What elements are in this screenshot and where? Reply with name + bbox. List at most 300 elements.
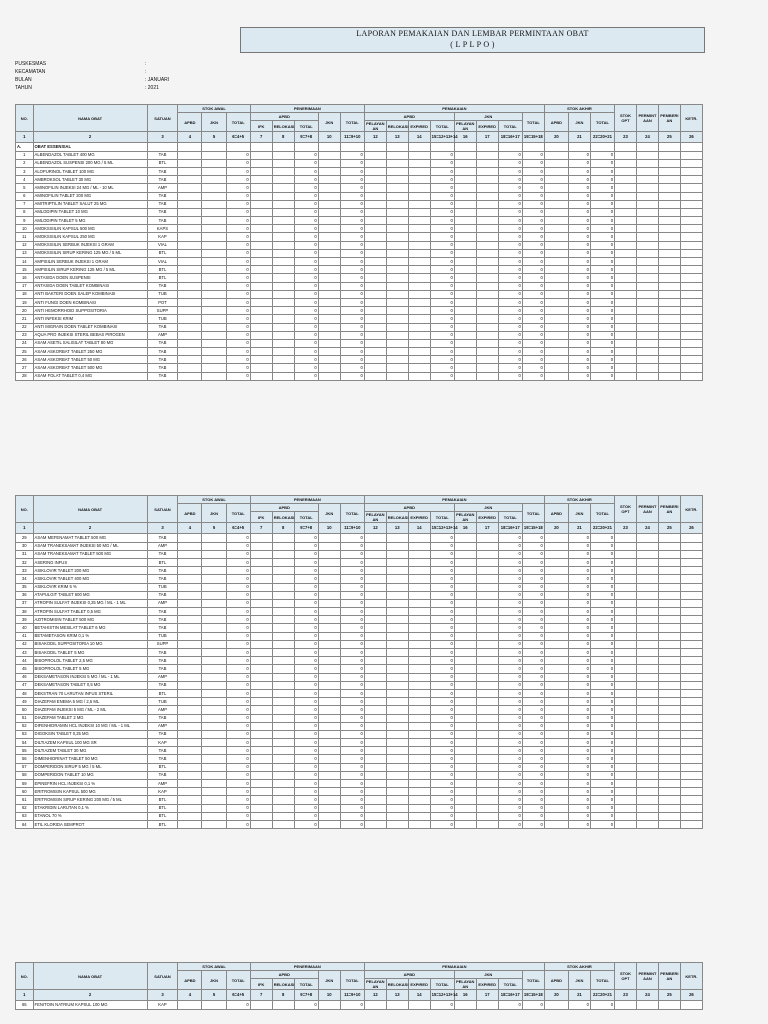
empty-cell[interactable] bbox=[408, 649, 430, 657]
empty-cell[interactable] bbox=[318, 225, 340, 233]
empty-cell[interactable] bbox=[318, 266, 340, 274]
empty-cell[interactable] bbox=[250, 567, 272, 575]
empty-cell[interactable] bbox=[178, 266, 202, 274]
empty-cell[interactable] bbox=[454, 208, 476, 216]
empty-cell[interactable] bbox=[202, 241, 226, 249]
empty-cell[interactable] bbox=[386, 356, 408, 364]
empty-cell[interactable] bbox=[680, 632, 702, 640]
empty-cell[interactable] bbox=[544, 673, 568, 681]
empty-cell[interactable] bbox=[680, 159, 702, 167]
empty-cell[interactable] bbox=[178, 763, 202, 771]
empty-cell[interactable] bbox=[202, 339, 226, 347]
empty-cell[interactable] bbox=[544, 575, 568, 583]
empty-cell[interactable] bbox=[364, 796, 386, 804]
empty-cell[interactable] bbox=[202, 649, 226, 657]
empty-cell[interactable] bbox=[202, 356, 226, 364]
empty-cell[interactable] bbox=[178, 657, 202, 665]
empty-cell[interactable] bbox=[615, 591, 637, 599]
empty-cell[interactable] bbox=[615, 282, 637, 290]
empty-cell[interactable] bbox=[178, 755, 202, 763]
empty-cell[interactable] bbox=[476, 771, 498, 779]
empty-cell[interactable] bbox=[202, 575, 226, 583]
empty-cell[interactable] bbox=[476, 1001, 498, 1009]
empty-cell[interactable] bbox=[658, 567, 680, 575]
empty-cell[interactable] bbox=[544, 739, 568, 747]
empty-cell[interactable] bbox=[272, 542, 294, 550]
empty-cell[interactable] bbox=[658, 217, 680, 225]
empty-cell[interactable] bbox=[636, 339, 658, 347]
empty-cell[interactable] bbox=[476, 649, 498, 657]
empty-cell[interactable] bbox=[544, 298, 568, 306]
empty-cell[interactable] bbox=[272, 804, 294, 812]
empty-cell[interactable] bbox=[408, 167, 430, 175]
empty-cell[interactable] bbox=[476, 558, 498, 566]
empty-cell[interactable] bbox=[615, 820, 637, 828]
empty-cell[interactable] bbox=[636, 632, 658, 640]
empty-cell[interactable] bbox=[408, 249, 430, 257]
empty-cell[interactable] bbox=[476, 739, 498, 747]
empty-cell[interactable] bbox=[364, 657, 386, 665]
empty-cell[interactable] bbox=[202, 266, 226, 274]
empty-cell[interactable] bbox=[364, 771, 386, 779]
empty-cell[interactable] bbox=[272, 657, 294, 665]
empty-cell[interactable] bbox=[318, 542, 340, 550]
empty-cell[interactable] bbox=[408, 208, 430, 216]
empty-cell[interactable] bbox=[615, 200, 637, 208]
empty-cell[interactable] bbox=[544, 266, 568, 274]
empty-cell[interactable] bbox=[658, 575, 680, 583]
empty-cell[interactable] bbox=[680, 616, 702, 624]
empty-cell[interactable] bbox=[364, 632, 386, 640]
empty-cell[interactable] bbox=[178, 804, 202, 812]
empty-cell[interactable] bbox=[178, 689, 202, 697]
empty-cell[interactable] bbox=[636, 681, 658, 689]
empty-cell[interactable] bbox=[615, 176, 637, 184]
empty-cell[interactable] bbox=[250, 820, 272, 828]
empty-cell[interactable] bbox=[615, 167, 637, 175]
empty-cell[interactable] bbox=[615, 681, 637, 689]
empty-cell[interactable] bbox=[476, 348, 498, 356]
empty-cell[interactable] bbox=[658, 706, 680, 714]
empty-cell[interactable] bbox=[615, 632, 637, 640]
empty-cell[interactable] bbox=[680, 575, 702, 583]
empty-cell[interactable] bbox=[386, 176, 408, 184]
empty-cell[interactable] bbox=[680, 681, 702, 689]
empty-cell[interactable] bbox=[658, 233, 680, 241]
empty-cell[interactable] bbox=[615, 575, 637, 583]
empty-cell[interactable] bbox=[454, 339, 476, 347]
empty-cell[interactable] bbox=[272, 747, 294, 755]
empty-cell[interactable] bbox=[636, 176, 658, 184]
empty-cell[interactable] bbox=[202, 249, 226, 257]
empty-cell[interactable] bbox=[615, 323, 637, 331]
empty-cell[interactable] bbox=[454, 167, 476, 175]
empty-cell[interactable] bbox=[636, 567, 658, 575]
empty-cell[interactable] bbox=[178, 258, 202, 266]
empty-cell[interactable] bbox=[680, 339, 702, 347]
empty-cell[interactable] bbox=[454, 730, 476, 738]
empty-cell[interactable] bbox=[202, 372, 226, 380]
empty-cell[interactable] bbox=[408, 266, 430, 274]
empty-cell[interactable] bbox=[364, 217, 386, 225]
empty-cell[interactable] bbox=[272, 534, 294, 542]
empty-cell[interactable] bbox=[454, 583, 476, 591]
empty-cell[interactable] bbox=[386, 266, 408, 274]
empty-cell[interactable] bbox=[636, 348, 658, 356]
empty-cell[interactable] bbox=[178, 151, 202, 159]
empty-cell[interactable] bbox=[615, 208, 637, 216]
empty-cell[interactable] bbox=[544, 159, 568, 167]
empty-cell[interactable] bbox=[636, 820, 658, 828]
empty-cell[interactable] bbox=[250, 780, 272, 788]
empty-cell[interactable] bbox=[364, 233, 386, 241]
empty-cell[interactable] bbox=[318, 780, 340, 788]
empty-cell[interactable] bbox=[386, 249, 408, 257]
empty-cell[interactable] bbox=[476, 804, 498, 812]
empty-cell[interactable] bbox=[680, 763, 702, 771]
empty-cell[interactable] bbox=[658, 624, 680, 632]
empty-cell[interactable] bbox=[544, 348, 568, 356]
empty-cell[interactable] bbox=[454, 788, 476, 796]
empty-cell[interactable] bbox=[386, 730, 408, 738]
empty-cell[interactable] bbox=[476, 796, 498, 804]
empty-cell[interactable] bbox=[636, 812, 658, 820]
empty-cell[interactable] bbox=[250, 217, 272, 225]
empty-cell[interactable] bbox=[364, 550, 386, 558]
empty-cell[interactable] bbox=[636, 640, 658, 648]
empty-cell[interactable] bbox=[318, 356, 340, 364]
empty-cell[interactable] bbox=[636, 233, 658, 241]
empty-cell[interactable] bbox=[250, 673, 272, 681]
empty-cell[interactable] bbox=[476, 542, 498, 550]
empty-cell[interactable] bbox=[178, 649, 202, 657]
empty-cell[interactable] bbox=[454, 820, 476, 828]
empty-cell[interactable] bbox=[680, 167, 702, 175]
empty-cell[interactable] bbox=[250, 558, 272, 566]
empty-cell[interactable] bbox=[454, 739, 476, 747]
empty-cell[interactable] bbox=[636, 722, 658, 730]
empty-cell[interactable] bbox=[272, 649, 294, 657]
empty-cell[interactable] bbox=[272, 820, 294, 828]
empty-cell[interactable] bbox=[386, 567, 408, 575]
empty-cell[interactable] bbox=[636, 1001, 658, 1009]
empty-cell[interactable] bbox=[454, 649, 476, 657]
empty-cell[interactable] bbox=[272, 665, 294, 673]
empty-cell[interactable] bbox=[636, 298, 658, 306]
empty-cell[interactable] bbox=[318, 331, 340, 339]
empty-cell[interactable] bbox=[408, 739, 430, 747]
empty-cell[interactable] bbox=[408, 730, 430, 738]
empty-cell[interactable] bbox=[318, 151, 340, 159]
empty-cell[interactable] bbox=[272, 339, 294, 347]
empty-cell[interactable] bbox=[250, 167, 272, 175]
empty-cell[interactable] bbox=[476, 298, 498, 306]
empty-cell[interactable] bbox=[178, 558, 202, 566]
empty-cell[interactable] bbox=[250, 681, 272, 689]
empty-cell[interactable] bbox=[178, 274, 202, 282]
empty-cell[interactable] bbox=[272, 225, 294, 233]
empty-cell[interactable] bbox=[615, 583, 637, 591]
empty-cell[interactable] bbox=[250, 298, 272, 306]
empty-cell[interactable] bbox=[202, 706, 226, 714]
empty-cell[interactable] bbox=[272, 315, 294, 323]
empty-cell[interactable] bbox=[636, 665, 658, 673]
empty-cell[interactable] bbox=[408, 771, 430, 779]
empty-cell[interactable] bbox=[615, 755, 637, 763]
empty-cell[interactable] bbox=[272, 788, 294, 796]
empty-cell[interactable] bbox=[454, 233, 476, 241]
empty-cell[interactable] bbox=[386, 208, 408, 216]
empty-cell[interactable] bbox=[636, 763, 658, 771]
empty-cell[interactable] bbox=[408, 640, 430, 648]
empty-cell[interactable] bbox=[318, 307, 340, 315]
empty-cell[interactable] bbox=[272, 1001, 294, 1009]
empty-cell[interactable] bbox=[272, 307, 294, 315]
empty-cell[interactable] bbox=[250, 788, 272, 796]
empty-cell[interactable] bbox=[615, 225, 637, 233]
empty-cell[interactable] bbox=[250, 763, 272, 771]
empty-cell[interactable] bbox=[272, 151, 294, 159]
empty-cell[interactable] bbox=[408, 583, 430, 591]
empty-cell[interactable] bbox=[272, 722, 294, 730]
empty-cell[interactable] bbox=[250, 739, 272, 747]
empty-cell[interactable] bbox=[615, 558, 637, 566]
empty-cell[interactable] bbox=[544, 542, 568, 550]
empty-cell[interactable] bbox=[636, 315, 658, 323]
empty-cell[interactable] bbox=[318, 730, 340, 738]
empty-cell[interactable] bbox=[636, 608, 658, 616]
empty-cell[interactable] bbox=[250, 151, 272, 159]
empty-cell[interactable] bbox=[454, 599, 476, 607]
empty-cell[interactable] bbox=[408, 763, 430, 771]
empty-cell[interactable] bbox=[386, 534, 408, 542]
empty-cell[interactable] bbox=[636, 542, 658, 550]
empty-cell[interactable] bbox=[178, 217, 202, 225]
empty-cell[interactable] bbox=[615, 763, 637, 771]
empty-cell[interactable] bbox=[408, 258, 430, 266]
empty-cell[interactable] bbox=[476, 747, 498, 755]
empty-cell[interactable] bbox=[476, 788, 498, 796]
empty-cell[interactable] bbox=[454, 591, 476, 599]
empty-cell[interactable] bbox=[544, 722, 568, 730]
empty-cell[interactable] bbox=[615, 722, 637, 730]
empty-cell[interactable] bbox=[636, 151, 658, 159]
empty-cell[interactable] bbox=[250, 241, 272, 249]
empty-cell[interactable] bbox=[178, 665, 202, 673]
empty-cell[interactable] bbox=[250, 542, 272, 550]
empty-cell[interactable] bbox=[476, 282, 498, 290]
empty-cell[interactable] bbox=[272, 755, 294, 763]
empty-cell[interactable] bbox=[658, 348, 680, 356]
empty-cell[interactable] bbox=[454, 274, 476, 282]
empty-cell[interactable] bbox=[250, 249, 272, 257]
empty-cell[interactable] bbox=[250, 722, 272, 730]
empty-cell[interactable] bbox=[680, 1001, 702, 1009]
empty-cell[interactable] bbox=[636, 755, 658, 763]
empty-cell[interactable] bbox=[408, 706, 430, 714]
empty-cell[interactable] bbox=[544, 780, 568, 788]
empty-cell[interactable] bbox=[680, 649, 702, 657]
empty-cell[interactable] bbox=[636, 804, 658, 812]
empty-cell[interactable] bbox=[178, 640, 202, 648]
empty-cell[interactable] bbox=[680, 550, 702, 558]
empty-cell[interactable] bbox=[636, 624, 658, 632]
empty-cell[interactable] bbox=[250, 184, 272, 192]
empty-cell[interactable] bbox=[408, 217, 430, 225]
empty-cell[interactable] bbox=[364, 616, 386, 624]
empty-cell[interactable] bbox=[250, 356, 272, 364]
empty-cell[interactable] bbox=[636, 780, 658, 788]
empty-cell[interactable] bbox=[658, 780, 680, 788]
empty-cell[interactable] bbox=[250, 348, 272, 356]
empty-cell[interactable] bbox=[178, 632, 202, 640]
empty-cell[interactable] bbox=[615, 274, 637, 282]
empty-cell[interactable] bbox=[178, 706, 202, 714]
empty-cell[interactable] bbox=[272, 640, 294, 648]
empty-cell[interactable] bbox=[202, 657, 226, 665]
empty-cell[interactable] bbox=[318, 339, 340, 347]
empty-cell[interactable] bbox=[615, 640, 637, 648]
empty-cell[interactable] bbox=[615, 788, 637, 796]
empty-cell[interactable] bbox=[202, 558, 226, 566]
empty-cell[interactable] bbox=[636, 591, 658, 599]
empty-cell[interactable] bbox=[364, 1001, 386, 1009]
empty-cell[interactable] bbox=[386, 698, 408, 706]
empty-cell[interactable] bbox=[615, 159, 637, 167]
empty-cell[interactable] bbox=[364, 159, 386, 167]
empty-cell[interactable] bbox=[636, 739, 658, 747]
empty-cell[interactable] bbox=[408, 698, 430, 706]
empty-cell[interactable] bbox=[408, 192, 430, 200]
empty-cell[interactable] bbox=[544, 558, 568, 566]
empty-cell[interactable] bbox=[476, 698, 498, 706]
empty-cell[interactable] bbox=[615, 331, 637, 339]
empty-cell[interactable] bbox=[454, 657, 476, 665]
empty-cell[interactable] bbox=[658, 714, 680, 722]
empty-cell[interactable] bbox=[386, 258, 408, 266]
empty-cell[interactable] bbox=[658, 755, 680, 763]
empty-cell[interactable] bbox=[476, 233, 498, 241]
empty-cell[interactable] bbox=[680, 673, 702, 681]
empty-cell[interactable] bbox=[272, 217, 294, 225]
empty-cell[interactable] bbox=[454, 266, 476, 274]
empty-cell[interactable] bbox=[386, 233, 408, 241]
empty-cell[interactable] bbox=[272, 624, 294, 632]
empty-cell[interactable] bbox=[364, 681, 386, 689]
empty-cell[interactable] bbox=[636, 249, 658, 257]
empty-cell[interactable] bbox=[318, 192, 340, 200]
empty-cell[interactable] bbox=[544, 372, 568, 380]
empty-cell[interactable] bbox=[178, 616, 202, 624]
empty-cell[interactable] bbox=[454, 616, 476, 624]
empty-cell[interactable] bbox=[476, 290, 498, 298]
empty-cell[interactable] bbox=[386, 331, 408, 339]
empty-cell[interactable] bbox=[408, 364, 430, 372]
empty-cell[interactable] bbox=[615, 608, 637, 616]
empty-cell[interactable] bbox=[454, 665, 476, 673]
empty-cell[interactable] bbox=[544, 599, 568, 607]
empty-cell[interactable] bbox=[408, 591, 430, 599]
empty-cell[interactable] bbox=[202, 747, 226, 755]
empty-cell[interactable] bbox=[408, 323, 430, 331]
empty-cell[interactable] bbox=[250, 608, 272, 616]
empty-cell[interactable] bbox=[615, 151, 637, 159]
empty-cell[interactable] bbox=[636, 714, 658, 722]
empty-cell[interactable] bbox=[680, 184, 702, 192]
empty-cell[interactable] bbox=[476, 812, 498, 820]
empty-cell[interactable] bbox=[408, 331, 430, 339]
empty-cell[interactable] bbox=[476, 673, 498, 681]
empty-cell[interactable] bbox=[318, 274, 340, 282]
empty-cell[interactable] bbox=[544, 640, 568, 648]
empty-cell[interactable] bbox=[178, 372, 202, 380]
empty-cell[interactable] bbox=[178, 356, 202, 364]
empty-cell[interactable] bbox=[272, 812, 294, 820]
empty-cell[interactable] bbox=[658, 558, 680, 566]
empty-cell[interactable] bbox=[272, 616, 294, 624]
empty-cell[interactable] bbox=[476, 575, 498, 583]
empty-cell[interactable] bbox=[476, 640, 498, 648]
empty-cell[interactable] bbox=[658, 771, 680, 779]
empty-cell[interactable] bbox=[408, 151, 430, 159]
empty-cell[interactable] bbox=[364, 315, 386, 323]
empty-cell[interactable] bbox=[364, 266, 386, 274]
empty-cell[interactable] bbox=[636, 706, 658, 714]
empty-cell[interactable] bbox=[454, 755, 476, 763]
empty-cell[interactable] bbox=[615, 804, 637, 812]
empty-cell[interactable] bbox=[178, 282, 202, 290]
empty-cell[interactable] bbox=[386, 763, 408, 771]
empty-cell[interactable] bbox=[454, 689, 476, 697]
empty-cell[interactable] bbox=[250, 689, 272, 697]
empty-cell[interactable] bbox=[454, 225, 476, 233]
empty-cell[interactable] bbox=[544, 356, 568, 364]
empty-cell[interactable] bbox=[636, 323, 658, 331]
empty-cell[interactable] bbox=[364, 184, 386, 192]
empty-cell[interactable] bbox=[202, 739, 226, 747]
empty-cell[interactable] bbox=[544, 1001, 568, 1009]
empty-cell[interactable] bbox=[544, 714, 568, 722]
empty-cell[interactable] bbox=[544, 151, 568, 159]
empty-cell[interactable] bbox=[680, 591, 702, 599]
empty-cell[interactable] bbox=[476, 217, 498, 225]
empty-cell[interactable] bbox=[636, 258, 658, 266]
empty-cell[interactable] bbox=[658, 290, 680, 298]
empty-cell[interactable] bbox=[476, 755, 498, 763]
empty-cell[interactable] bbox=[615, 812, 637, 820]
empty-cell[interactable] bbox=[178, 681, 202, 689]
empty-cell[interactable] bbox=[680, 747, 702, 755]
empty-cell[interactable] bbox=[202, 225, 226, 233]
empty-cell[interactable] bbox=[272, 249, 294, 257]
empty-cell[interactable] bbox=[408, 356, 430, 364]
empty-cell[interactable] bbox=[615, 665, 637, 673]
empty-cell[interactable] bbox=[476, 820, 498, 828]
empty-cell[interactable] bbox=[272, 763, 294, 771]
empty-cell[interactable] bbox=[615, 698, 637, 706]
empty-cell[interactable] bbox=[318, 184, 340, 192]
empty-cell[interactable] bbox=[250, 730, 272, 738]
empty-cell[interactable] bbox=[454, 608, 476, 616]
empty-cell[interactable] bbox=[364, 192, 386, 200]
empty-cell[interactable] bbox=[178, 159, 202, 167]
empty-cell[interactable] bbox=[408, 159, 430, 167]
empty-cell[interactable] bbox=[476, 307, 498, 315]
empty-cell[interactable] bbox=[408, 307, 430, 315]
empty-cell[interactable] bbox=[250, 339, 272, 347]
empty-cell[interactable] bbox=[364, 356, 386, 364]
empty-cell[interactable] bbox=[544, 771, 568, 779]
